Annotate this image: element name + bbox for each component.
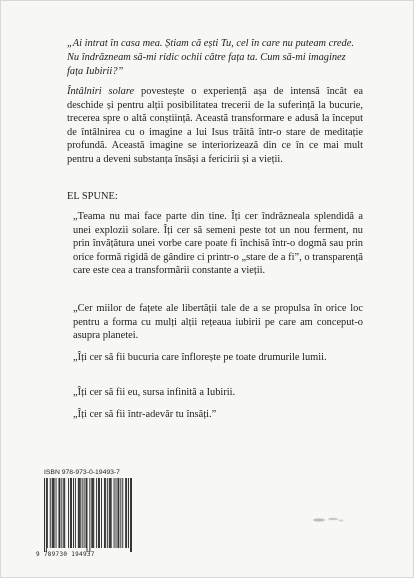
speaker-heading: EL SPUNE: (67, 191, 118, 202)
isbn-label: ISBN 978-973-0-19493-7 (44, 469, 120, 476)
book-title: Întâlniri solare (67, 86, 135, 97)
barcode-block (36, 469, 139, 569)
quote-2: „Cer miilor de fațete ale libertății tale de a se propulsa în orice loc pentru a forma cu mulți alții rețeaua iubirii pe care am conceput-o asupra planetei. (73, 303, 363, 342)
intro-quote: „Ai intrat în casa mea. Știam că ești Tu, cel în care nu puteam crede. Nu îndrăzneam să-mi ridic ochii către fața ta. Cum să-mi imaginez fața Iubirii?” (67, 38, 354, 77)
quote-3: „Îți cer să fii bucuria care înflorește pe toate drumurile lumii. (73, 352, 327, 363)
description-text: povestește o experiență așa de intensă încât ea deschide și pentru alții posibilitatea trecerii de la suferință la bucurie, trecerea spre o altă conștiință. Această transformare e adusă la început de întâlnirea cu o imagine a lui Isus trăită într-o stare de meditație profundă. Această imagine se interiorizează din ce în ce mai mult pentru a deveni substanța însăși a fericirii și a vieții. (67, 86, 364, 165)
description-paragraph (67, 85, 363, 167)
barcode-icon (44, 478, 132, 552)
quote-1: „Teama nu mai face parte din tine. Îți cer îndrăzneala splendidă a unei explozii solare. Îți cer să semeni peste tot un nou ferment, nu prin învățătura unei vorbe care poate fi închisă într-o dogmă sau prin orice formă rigidă de gândire ci printr-o „stare de a fi”, o transparență care este cea a transformării constante a vieții. (73, 211, 363, 277)
quote-4: „Îți cer să fii eu, sursa infinită a Iubirii. (73, 387, 236, 398)
smudge-mark (311, 516, 345, 523)
barcode-digits: 9 789730 194937 (36, 551, 95, 558)
quote-5: „Îți cer să fii într-adevăr tu însăți.” (73, 409, 217, 420)
